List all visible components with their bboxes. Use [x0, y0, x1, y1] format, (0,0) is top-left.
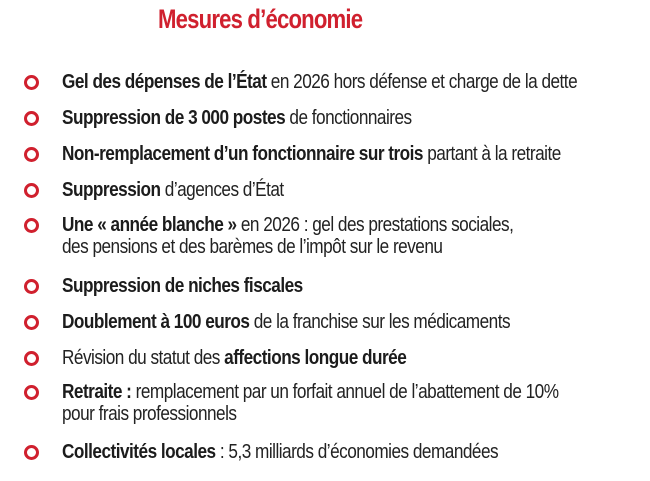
- item-text: [62, 275, 303, 297]
- circle-bullet-icon: [24, 279, 39, 294]
- item-bold-text: Suppression de 3 000 postes: [62, 107, 286, 129]
- item-text: [62, 71, 577, 93]
- page-title: Mesures d’économie: [158, 4, 363, 34]
- item-rest-text: d’agences d’État: [160, 179, 284, 201]
- circle-bullet-icon: [24, 351, 39, 366]
- item-rest-text: de la franchise sur les médicaments: [249, 311, 511, 333]
- item-text: [62, 143, 561, 165]
- item-bold-text: Collectivités locales: [62, 441, 216, 463]
- item-text: [62, 179, 284, 201]
- circle-bullet-icon: [24, 147, 39, 162]
- circle-bullet-icon: [24, 445, 39, 460]
- item-rest-text: partant à la retraite: [422, 143, 561, 165]
- item-text: [62, 347, 406, 369]
- item-bold-text: Gel des dépenses de l’État: [62, 71, 267, 93]
- item-rest-text: remplacement par un forfait annuel de l’abattement de 10%: [131, 381, 559, 403]
- circle-bullet-icon: [24, 315, 39, 330]
- item-second-line-text: pour frais professionnels: [62, 403, 237, 425]
- circle-bullet-icon: [24, 111, 39, 126]
- item-text: [62, 214, 513, 258]
- item-prefix-text: Révision du statut des: [62, 347, 225, 369]
- item-bold-text: Doublement à 100 euros: [62, 311, 250, 333]
- item-bold-text: affections longue durée: [224, 347, 407, 369]
- item-text: [62, 441, 498, 463]
- item-text: [62, 381, 559, 425]
- item-rest-text: en 2026 : gel des prestations sociales,: [236, 214, 514, 236]
- circle-bullet-icon: [24, 183, 39, 198]
- item-rest-text: : 5,3 milliards d’économies demandées: [215, 441, 499, 463]
- item-bold-text: Suppression: [62, 179, 161, 201]
- item-second-line-text: des pensions et des barèmes de l’impôt sur le revenu: [62, 236, 443, 258]
- item-rest-text: en 2026 hors défense et charge de la dette: [266, 71, 578, 93]
- circle-bullet-icon: [24, 385, 39, 400]
- item-bold-text: Retraite :: [62, 381, 132, 403]
- item-bold-text: Une « année blanche »: [62, 214, 237, 236]
- item-bold-text: Suppression de niches fiscales: [62, 275, 303, 297]
- item-bold-text: Non-remplacement d’un fonctionnaire sur trois: [62, 143, 423, 165]
- item-text: [62, 107, 412, 129]
- item-rest-text: de fonctionnaires: [285, 107, 412, 129]
- circle-bullet-icon: [24, 75, 39, 90]
- item-text: [62, 311, 510, 333]
- circle-bullet-icon: [24, 218, 39, 233]
